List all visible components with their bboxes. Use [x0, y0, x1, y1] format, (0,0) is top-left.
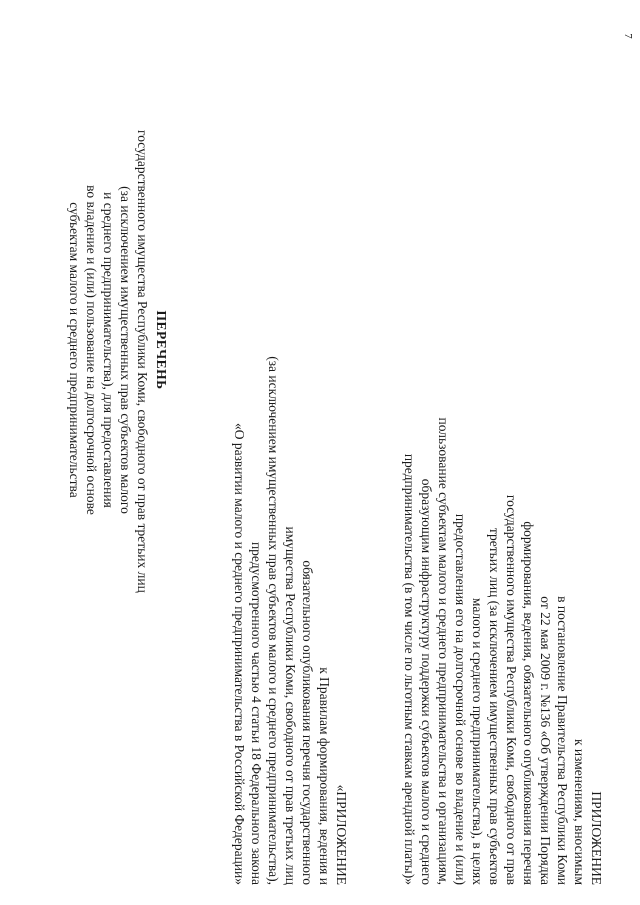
list-subtitle-line: (за исключением имущественных прав субъектов малого [118, 186, 133, 514]
appendix-line: от 22 мая 2009 г. №136 «Об утверждении Порядка [538, 596, 553, 885]
list-subtitle-line: субъектам малого и среднего предпринимательства [67, 202, 82, 498]
appendix-heading: ПРИЛОЖЕНИЕ [589, 791, 604, 885]
list-subtitle-line: государственного имущества Республики Коми, свободного от прав третьих лиц [135, 130, 150, 593]
appendix-line: формирования, ведения, обязательного опубликования перечня [521, 521, 536, 885]
list-subtitle-line: во владение и (или) пользование на долгосрочной основе [84, 185, 99, 515]
rules-line: обязательного опубликования перечня государственного [300, 560, 315, 885]
page-number: 7 [621, 33, 634, 39]
rules-line: к Правилам формирования, ведения и [317, 667, 332, 885]
appendix-line: малого и среднего предпринимательства), в целях [470, 597, 485, 885]
appendix-line: предоставления его на долгосрочной основе во владение и (или) [453, 513, 468, 885]
list-title-block [66, 130, 170, 593]
appendix-line: пользование субъектам малого и среднего предпринимательства и организациям, [436, 417, 451, 885]
appendix-line: к изменениям, вносимым [572, 738, 587, 885]
appendix-line: предпринимательства (в том числе по льготным ставкам арендной платы)» [402, 453, 417, 885]
rules-line: предусмотренного частью 4 статьи 18 Федерального закона [249, 541, 264, 885]
appendix-line: третьих лиц (за исключением имущественных прав субъектов [487, 527, 502, 885]
appendix-block [401, 325, 605, 885]
appendix-line: образующим инфраструктуру поддержки субъектов малого и среднего [419, 478, 434, 885]
rules-line: имущества Республики Коми, свободного от прав третьих лиц [283, 526, 298, 885]
appendix-line: в постановление Правительства Республики Коми [555, 596, 570, 885]
rules-appendix-block [231, 325, 350, 885]
appendix-line: государственного имущества Республики Коми, свободного от прав [504, 494, 519, 885]
list-title: ПЕРЕЧЕНЬ [154, 310, 169, 390]
rules-line: «О развитии малого и среднего предпринимательства в Российской Федерации» [232, 422, 247, 885]
list-subtitle-line: и среднего предпринимательства), для предоставления [101, 192, 116, 508]
rules-line: (за исключением имущественных прав субъектов малого и среднего предпринимательства), [266, 356, 281, 885]
rules-heading: «ПРИЛОЖЕНИЕ [334, 784, 349, 885]
